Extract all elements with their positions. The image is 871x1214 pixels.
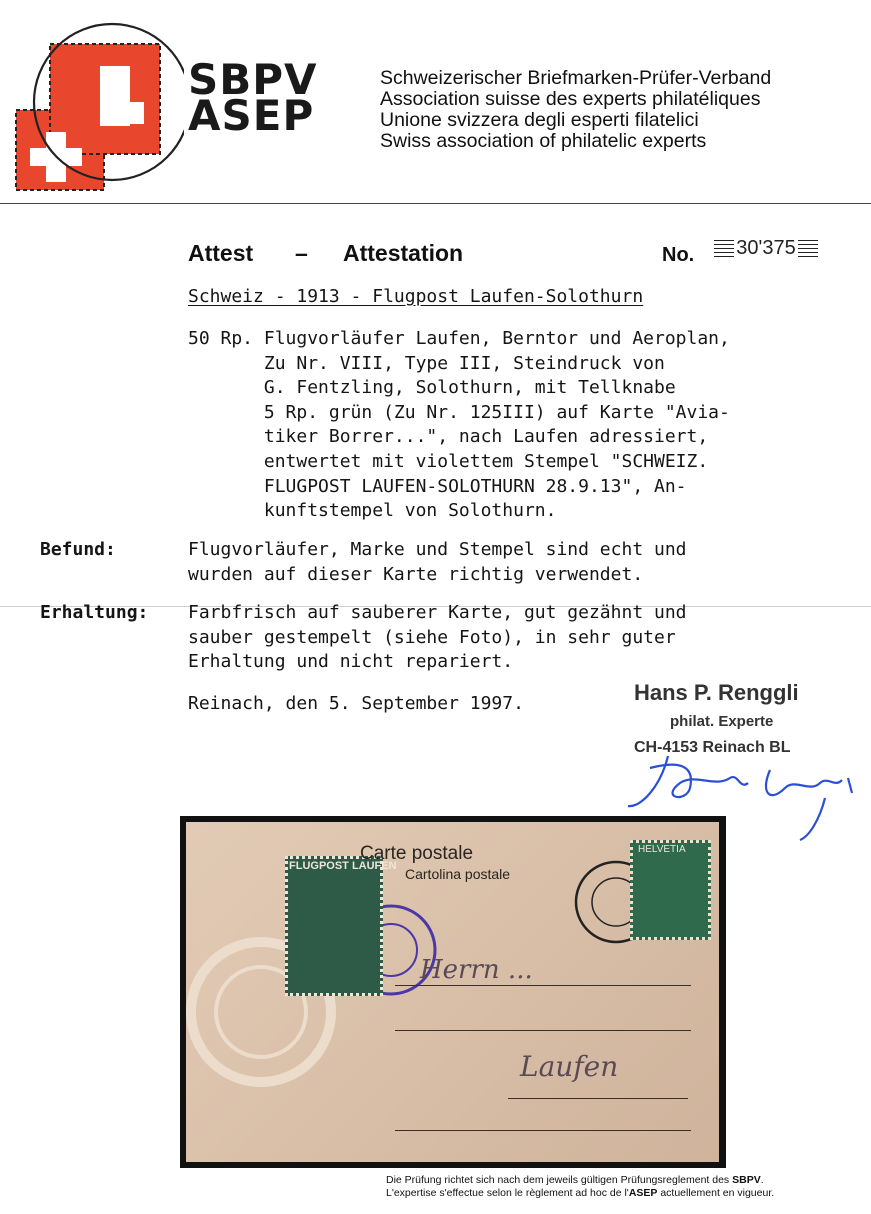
brand-line-1: SBPV — [188, 55, 318, 104]
handwriting-recipient: Herrn ... — [420, 955, 533, 985]
title-attestation: Attestation — [343, 240, 464, 266]
association-names — [380, 68, 771, 152]
befund-text: Flugvorläufer, Marke und Stempel sind echt und wurden auf dieser Karte richtig verwendet. — [188, 539, 687, 585]
expert-name: Hans P. Renggli — [634, 680, 799, 705]
association-fr: Association suisse des experts philatéliques — [380, 88, 761, 110]
footer-line-1-text: Die Prüfung richtet sich nach dem jeweils gültigen Prüfungsreglement des — [386, 1174, 733, 1186]
place-date: Reinach, den 5. September 1997. — [188, 693, 524, 714]
footer-line-2-text: L'expertise s'effectue selon le règlement ad hoc de l' — [386, 1187, 629, 1199]
footer-line-2-bold: ASEP — [628, 1187, 658, 1199]
handwriting-city: Laufen — [520, 1050, 619, 1083]
number-label: No. — [662, 244, 695, 266]
flugpost-stamp — [285, 856, 383, 996]
title-attest: Attest — [188, 240, 254, 266]
title-dash: – — [295, 240, 308, 266]
sbpv-logo — [14, 14, 184, 194]
subject-line: Schweiz - 1913 - Flugpost Laufen-Solothurn — [188, 286, 644, 307]
helvetia-stamp-label: HELVETIA — [638, 844, 686, 855]
footer-line-1-end: . — [760, 1174, 764, 1186]
flugpost-stamp-label: FLUGPOST LAUFEN — [289, 860, 397, 872]
certificate-number-value: 30'375 — [736, 237, 796, 259]
address-line — [395, 1030, 691, 1031]
association-de: Schweizerischer Briefmarken-Prüfer-Verband — [380, 67, 772, 89]
description-text: 50 Rp. Flugvorläufer Laufen, Berntor und Aeroplan, Zu Nr. VIII, Type III, Steindruck von G. Fentzling, Solothurn, mit Tellknabe 5 Rp. grün (Zu Nr. 125III) auf Karte "Avia- tiker Borrer...", nach Laufen adressiert, entwertet mit violettem Stempel "SCHWEIZ. FLUGPOST LAUFEN-SOLOTHURN 28.9.13", An- kunftstempel von Solothurn. — [188, 328, 730, 522]
helvetia-stamp — [630, 840, 711, 940]
card-subtitle: Cartolina postale — [405, 866, 511, 882]
brand-line-2: ASEP — [188, 91, 315, 140]
footer-line-1-bold: SBPV — [732, 1174, 761, 1186]
erhaltung-label: Erhaltung: — [40, 602, 149, 623]
erhaltung-text: Farbfrisch auf sauberer Karte, gut gezähnt und sauber gestempelt (siehe Foto), in sehr guter Erhaltung und nicht repariert. — [188, 602, 687, 673]
address-line — [508, 1098, 688, 1099]
footer-line-2 — [386, 1187, 774, 1200]
expert-title: philat. Experte — [670, 713, 774, 730]
footer-line-1 — [386, 1174, 774, 1187]
befund-label: Befund: — [40, 539, 116, 560]
certificate-number — [714, 237, 818, 259]
brand-wordmark — [188, 55, 318, 140]
footer-note — [386, 1174, 774, 1200]
header-divider — [0, 203, 871, 204]
footer-line-2-end: actuellement en vigueur. — [657, 1187, 775, 1199]
card-title: Carte postale — [360, 843, 474, 864]
association-en: Swiss association of philatelic experts — [380, 130, 707, 152]
association-it: Unione svizzera degli esperti filatelici — [380, 109, 699, 131]
address-line — [395, 1130, 691, 1131]
expert-address: CH-4153 Reinach BL — [634, 739, 791, 756]
address-line — [395, 985, 691, 986]
